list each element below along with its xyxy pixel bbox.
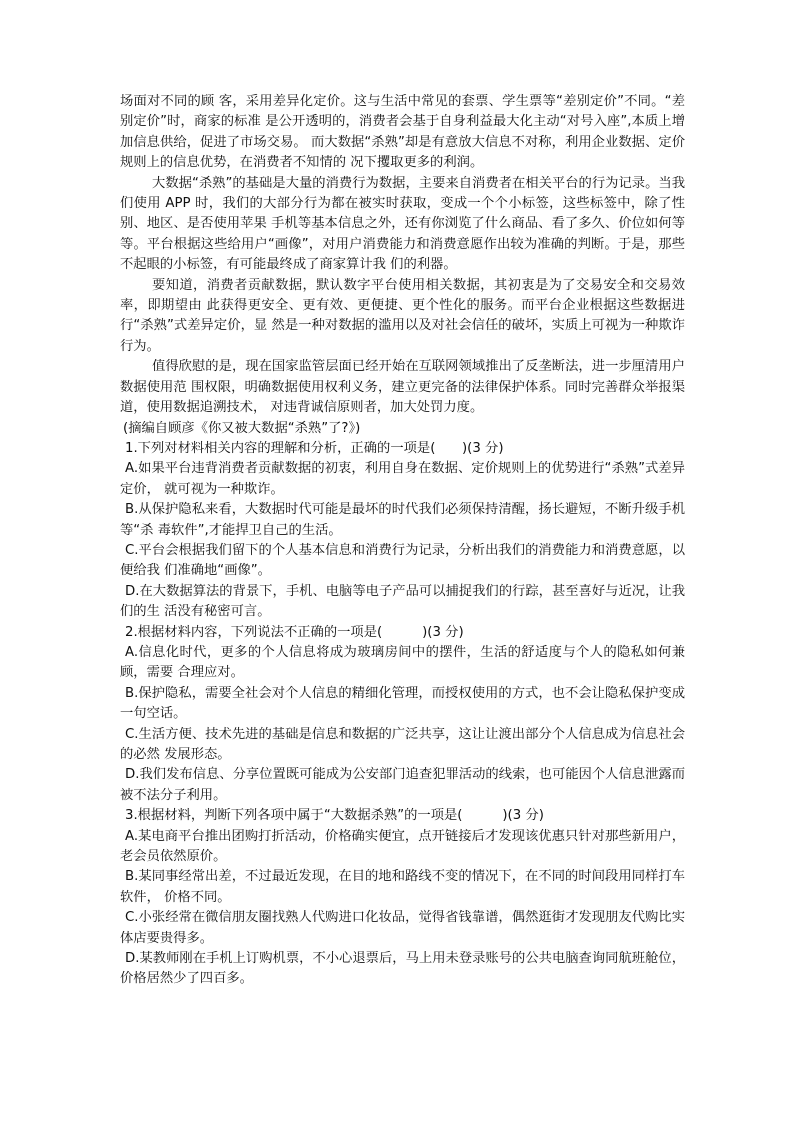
question-option: D.我们发布信息、分享位置既可能成为公安部门追查犯罪活动的线索，也可能因个人信息泄露而被不法分子利用。 <box>120 767 685 803</box>
question-stem: 2.根据材料内容，下列说法不正确的一项是( )(3 分) <box>125 624 464 640</box>
question-option: A.某电商平台推出团购打折活动，价格确实便宜，点开链接后才发现该优惠只针对那些新用户，老会员依然原价。 <box>120 828 685 865</box>
article-paragraph: 场面对不同的顾 客，采用差异化定价。这与生活中常见的套票、学生票等“差别定价”不同。“差别定价”时，商家的标准 是公开透明的，消费者会基于自身利益最大化主动“对号入座”,本质上增加信息供给，促进了市场交易。 而大数据“杀熟”却是有意放大信息不对称，利用企业数据、定价规则上的信息优势，在消费者不知情的 况下攫取更多的利润。 <box>120 94 685 171</box>
question-block <box>120 806 685 990</box>
question-option: A.信息化时代，更多的个人信息将成为玻璃房间中的摆件，生活的舒适度与个人的隐私如何兼顾，需要 合理应对。 <box>120 644 685 681</box>
question-option: D.在大数据算法的背景下，手机、电脑等电子产品可以捕捉我们的行踪，甚至喜好与近况，让我们的生 活没有秘密可言。 <box>120 583 685 620</box>
question-block <box>120 439 685 623</box>
question-option: A.如果平台违背消费者贡献数据的初衷，利用自身在数据、定价规则上的优势进行“杀熟”式差异定价， 就可视为一种欺诈。 <box>120 461 685 497</box>
article-paragraph: 值得欣慰的是，现在国家监管层面已经开始在互联网领域推出了反垄断法，进一步厘清用户数据使用范 围权限，明确数据使用权利义务，建立更完备的法律保护体系。同时完善群众举报渠道，使用数据追溯技术， 对违背诚信原则者，加大处罚力度。 <box>120 359 685 416</box>
question-option: B.从保护隐私来看，大数据时代可能是最坏的时代我们必须保持清醒，扬长避短，不断升级手机等“杀 毒软件”,才能捍卫自己的生活。 <box>120 502 685 538</box>
question-stem: 3.根据材料，判断下列各项中属于“大数据杀熟”的一项是( )(3 分) <box>125 808 544 824</box>
question-option: B.某同事经常出差，不过最近发现，在目的地和路线不变的情况下，在不同的时间段用同样打车软件， 价格不同。 <box>120 869 685 905</box>
question-block <box>120 623 685 807</box>
question-option: C.生活方便、技术先进的基础是信息和数据的广泛共享，这让让渡出部分个人信息成为信息社会的必然 发展形态。 <box>120 726 685 762</box>
document-page <box>120 92 685 990</box>
article-paragraph: 要知道，消费者贡献数据，默认数字平台使用相关数据，其初衷是为了交易安全和交易效率，即期望由 此获得更安全、更有效、更便捷、更个性化的服务。而平台企业根据这些数据进行“杀熟”式差异定价，显 然是一种对数据的滥用以及对社会信任的破坏，实质上可视为一种欺诈行为。 <box>120 277 685 354</box>
question-option: C.平台会根据我们留下的个人基本信息和消费行为记录，分析出我们的消费能力和消费意愿，以便给我 们准确地“画像”。 <box>120 542 685 579</box>
question-option: B.保护隐私，需要全社会对个人信息的精细化管理，而授权使用的方式，也不会让隐私保护变成一句空话。 <box>120 685 685 722</box>
article-source: (摘编自顾彦《你又被大数据“杀熟”了?》) <box>123 420 361 436</box>
article-paragraph: 大数据“杀熟”的基础是大量的消费行为数据，主要来自消费者在相关平台的行为记录。当我们使用 APP 时，我们的大部分行为都在被实时获取，变成一个个小标签，这些标签中，除了性别、地区、是否使用苹果 手机等基本信息之外，还有你浏览了什么商品、看了多久、价位如何等等。平台根据这些给用户“画像”，对用户消费能力和消费意愿作出较为准确的判断。于是，那些不起眼的小标签，有可能最终成了商家算计我 们的利器。 <box>120 175 685 273</box>
question-option: C.小张经常在微信朋友圈找熟人代购进口化妆品，觉得省钱靠谱，偶然逛街才发现朋友代购比实体店要贵得多。 <box>120 910 685 946</box>
question-option: D.某教师刚在手机上订购机票，不小心退票后，马上用未登录账号的公共电脑查询同航班舱位，价格居然少了四百多。 <box>120 951 685 987</box>
question-stem: 1.下列对材料相关内容的理解和分析，正确的一项是( )(3 分) <box>125 440 504 456</box>
